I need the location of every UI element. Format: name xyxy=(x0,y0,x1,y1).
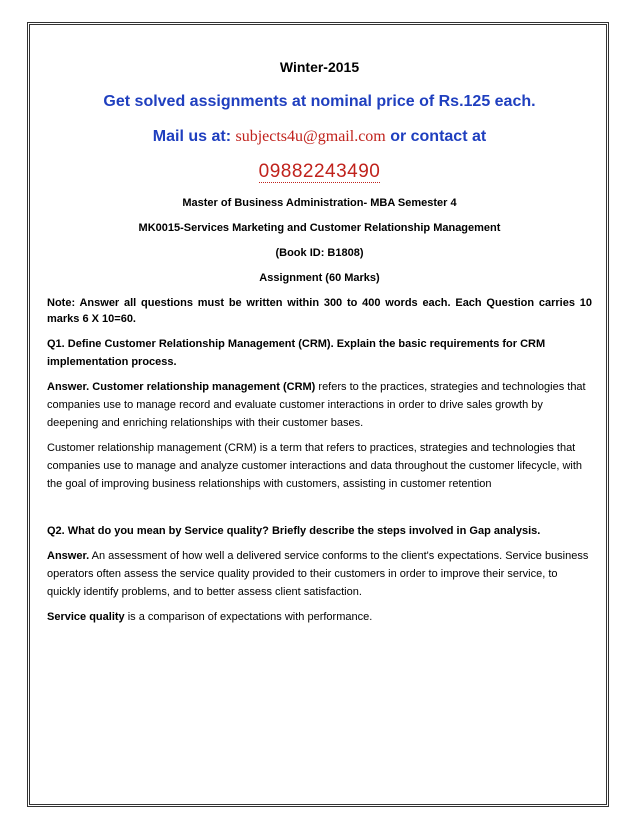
book-id: (Book ID: B1808) xyxy=(275,247,364,259)
answer-text: refers to the practices, strategies and technologies that companies use to manage record and evaluate customer interactions in order to drive sales growth by deepening and enriching relationships with their customer bases. xyxy=(47,381,586,429)
spacer xyxy=(47,500,592,522)
question-1: Q1. Define Customer Relationship Management (CRM). Explain the basic requirements for CRM implementation process. xyxy=(47,338,546,368)
program-title: Master of Business Administration- MBA Semester 4 xyxy=(182,197,457,209)
answer-1-paragraph-1 xyxy=(47,378,592,432)
phone-number xyxy=(47,160,592,184)
email-link[interactable]: subjects4u@gmail.com xyxy=(235,128,386,145)
document-body xyxy=(47,58,592,633)
instructions-note: Note: Answer all questions must be written within 300 to 400 words each. Each Question carries 10 marks 6 X 10=60. xyxy=(47,297,592,325)
answer-term: Service quality xyxy=(47,611,125,623)
contact-line xyxy=(47,126,592,148)
answer-label: Answer. xyxy=(47,381,90,393)
answer-2-paragraph-2 xyxy=(47,608,592,626)
term-heading: Winter-2015 xyxy=(279,59,360,75)
mail-suffix: or contact at xyxy=(390,128,487,145)
answer-term: Customer relationship management (CRM) xyxy=(92,381,316,393)
mail-prefix: Mail us at: xyxy=(152,128,232,145)
answer-text: is a comparison of expectations with performance. xyxy=(124,611,373,623)
answer-label: Answer. xyxy=(47,550,90,562)
answer-1-paragraph-2: Customer relationship management (CRM) is a term that refers to practices, strategies and technologies that companies use to manage and analyze customer interactions and data throughout the customer lifecycle, with the goal of improving business relationships with customers, assisting in customer retention xyxy=(47,442,583,490)
promo-heading: Get solved assignments at nominal price of Rs.125 each. xyxy=(103,93,536,110)
course-title: MK0015-Services Marketing and Customer Relationship Management xyxy=(138,222,501,234)
phone-link[interactable]: 09882243490 xyxy=(258,161,381,182)
question-2: Q2. What do you mean by Service quality? Briefly describe the steps involved in Gap analysis. xyxy=(47,525,541,537)
answer-2-paragraph-1 xyxy=(47,547,592,601)
assignment-marks: Assignment (60 Marks) xyxy=(259,272,380,284)
answer-text: An assessment of how well a delivered service conforms to the client's expectations. Service business operators often assess the service quality provided to their customers in order to improve their service, to quickly identify problems, and to better assess client satisfaction. xyxy=(47,550,589,598)
